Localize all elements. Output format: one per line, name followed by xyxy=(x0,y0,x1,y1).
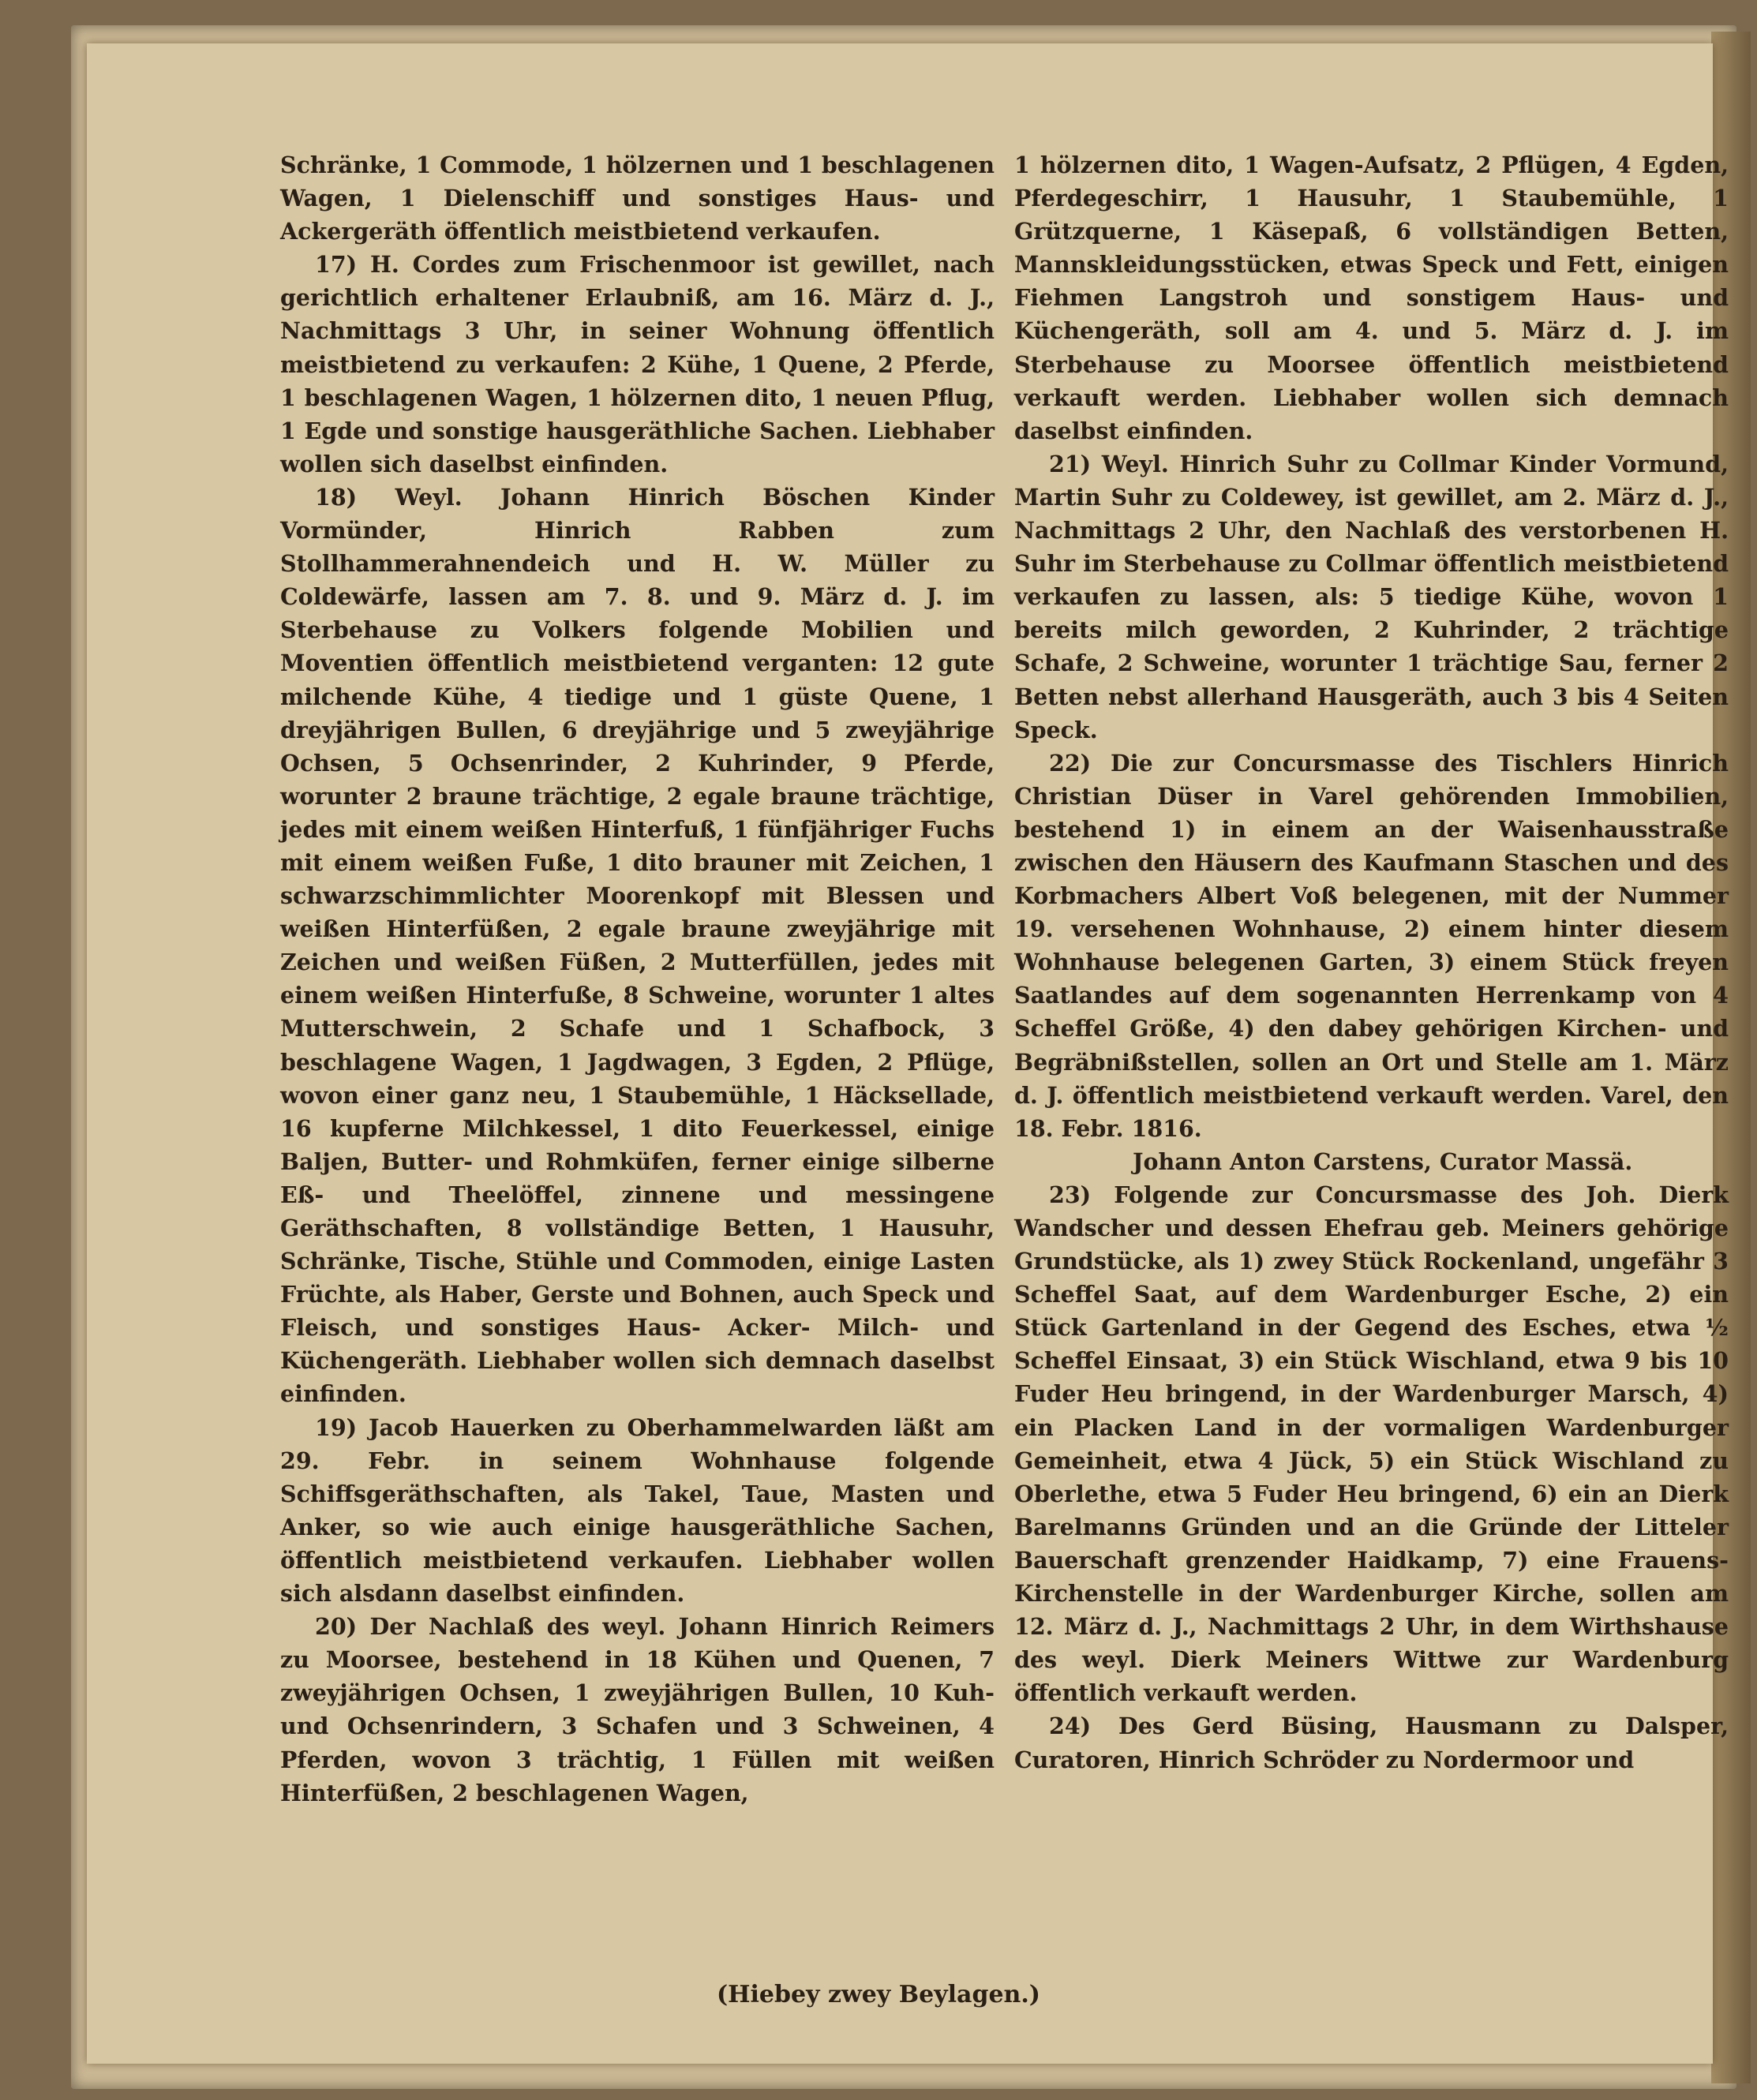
notice-22: 22) Die zur Concursmasse des Tischlers Hinrich Christian Düser in Varel gehörenden Immobilien, bestehend 1) in einem an der Waisenhausstraße zwischen den Häusern des Kaufmann Staschen und des Korbmachers Albert Voß belegenen, mit der Nummer 19. versehenen Wohnhause, 2) einem hinter diesem Wohnhause belegenen Garten, 3) einem Stück freyen Saatlandes auf dem sogenannten Herrenkamp von 4 Scheffel Größe, 4) den dabey gehörigen Kirchen- und Begräbnißstellen, sollen an Ort und Stelle am 1. März d. J. öffentlich meistbietend verkauft werden. Varel, den 18. Febr. 1816. xyxy=(1014,749,1729,1142)
notice-21: 21) Weyl. Hinrich Suhr zu Collmar Kinder Vormund, Martin Suhr zu Coldewey, ist gewillet, am 2. März d. J., Nachmittags 2 Uhr, den Nachlaß des verstorbenen H. Suhr im Sterbehause zu Collmar öffentlich meistbietend verkaufen zu lassen, als: 5 tiedige Kühe, wovon 1 bereits milch geworden, 2 Kuhrinder, 2 trächtige Schafe, 2 Schweine, worunter 1 trächtige Sau, ferner 2 Betten nebst allerhand Hausgeräth, auch 3 bis 4 Seiten Speck. xyxy=(1014,450,1729,743)
notice-20-cont: 1 hölzernen dito, 1 Wagen-Aufsatz, 2 Pflügen, 4 Egden, Pferdegeschirr, 1 Hausuhr, 1 Staubemühle, 1 Grützquerne, 1 Käsepaß, 6 vollständigen Betten, Mannskleidungsstücken, etwas Speck und Fett, einigen Fiehmen Langstroh und sonstigem Haus- und Küchengeräth, soll am 4. und 5. März d. J. im Sterbehause zu Moorsee öffentlich meistbietend verkauft werden. Liebhaber wollen sich demnach daselbst einfinden. xyxy=(1014,152,1729,444)
catchword: (Hiebey zwey Beylagen.) xyxy=(716,1981,1040,2008)
notice-19: 19) Jacob Hauerken zu Oberhammelwarden läßt am 29. Febr. in seinem Wohnhause folgende Schiffsgeräthschaften, als Takel, Taue, Masten und Anker, so wie auch einige hausgeräthliche Sachen, öffentlich meistbietend verkaufen. Liebhaber wollen sich alsdann daselbst einfinden. xyxy=(280,1413,995,1608)
left-column xyxy=(280,148,995,1810)
notice-23: 23) Folgende zur Concursmasse des Joh. Dierk Wandscher und dessen Ehefrau geb. Meiners gehörige Grundstücke, als 1) zwey Stück Rockenland, ungefähr 3 Scheffel Saat, auf dem Wardenburger Esche, 2) ein Stück Gartenland in der Gegend des Esches, etwa ½ Scheffel Einsaat, 3) ein Stück Wischland, etwa 9 bis 10 Fuder Heu bringend, in der Wardenburger Marsch, 4) ein Placken Land in der vormaligen Wardenburger Gemeinheit, etwa 4 Jück, 5) ein Stück Wischland zu Oberlethe, etwa 5 Fuder Heu bringend, 6) ein an Dierk Barelmanns Gründen und an die Gründe der Litteler Bauerschaft grenzender Haidkamp, 7) eine Frauens-Kirchenstelle in der Wardenburger Kirche, sollen am 12. März d. J., Nachmittags 2 Uhr, in dem Wirthshause des weyl. Dierk Meiners Wittwe zur Wardenburg öffentlich verkauft werden. xyxy=(1014,1181,1729,1707)
notice-22-signature: Johann Anton Carstens, Curator Massä. xyxy=(1133,1147,1633,1175)
notice-20: 20) Der Nachlaß des weyl. Johann Hinrich Reimers zu Moorsee, bestehend in 18 Kühen und Quenen, 7 zweyjährigen Ochsen, 1 zweyjährigen Bullen, 10 Kuh- und Ochsenrindern, 3 Schafen und 3 Schweinen, 4 Pferden, wovon 3 trächtig, 1 Füllen mit weißen Hinterfüßen, 2 beschlagenen Wagen, xyxy=(280,1613,995,1806)
notice-18: 18) Weyl. Johann Hinrich Böschen Kinder Vormünder, Hinrich Rabben zum Stollhammerahnendeich und H. W. Müller zu Coldewärfe, lassen am 7. 8. und 9. März d. J. im Sterbehause zu Volkers folgende Mobilien und Moventien öffentlich meistbietend verganten: 12 gute milchende Kühe, 4 tiedige und 1 güste Quene, 1 dreyjährigen Bullen, 6 dreyjährige und 5 zweyjährige Ochsen, 5 Ochsenrinder, 2 Kuhrinder, 9 Pferde, worunter 2 braune trächtige, 2 egale braune trächtige, jedes mit einem weißen Hinterfuß, 1 fünfjähriger Fuchs mit einem weißen Fuße, 1 dito brauner mit Zeichen, 1 schwarzschimmlichter Moorenkopf mit Blessen und weißen Hinterfüßen, 2 egale braune zweyjährige mit Zeichen und weißen Füßen, 2 Mutterfüllen, jedes mit einem weißen Hinterfuße, 8 Schweine, worunter 1 altes Mutterschwein, 2 Schafe und 1 Schafbock, 3 beschlagene Wagen, 1 Jagdwagen, 3 Egden, 2 Pflüge, wovon einer ganz neu, 1 Staubemühle, 1 Häcksellade, 16 kupferne Milchkessel, 1 dito Feuerkessel, einige Baljen, Butter- und Rohmküfen, ferner einige silberne Eß- und Theelöffel, zinnene und messingene Geräthschaften, 8 vollständige Betten, 1 Hausuhr, Schränke, Tische, Stühle und Commoden, einige Lasten Früchte, als Haber, Gerste und Bohnen, auch Speck und Fleisch, und sonstiges Haus- Acker- Milch- und Küchengeräth. Liebhaber wollen sich demnach daselbst einfinden. xyxy=(280,483,995,1408)
notice-24: 24) Des Gerd Büsing, Hausmann zu Dalsper, Curatoren, Hinrich Schröder zu Nordermoor und xyxy=(1014,1713,1729,1773)
notice-16-end: Schränke, 1 Commode, 1 hölzernen und 1 beschlagenen Wagen, 1 Dielenschiff und sonstiges Haus- und Ackergeräth öffentlich meistbietend verkaufen. xyxy=(280,152,995,245)
right-column xyxy=(1014,148,1729,1776)
notice-17: 17) H. Cordes zum Frischenmoor ist gewillet, nach gerichtlich erhaltener Erlaubniß, am 16. März d. J., Nachmittags 3 Uhr, in seiner Wohnung öffentlich meistbietend zu verkaufen: 2 Kühe, 1 Quene, 2 Pferde, 1 beschlagenen Wagen, 1 hölzernen dito, 1 neuen Pflug, 1 Egde und sonstige hausgeräthliche Sachen. Liebhaber wollen sich daselbst einfinden. xyxy=(280,251,995,477)
